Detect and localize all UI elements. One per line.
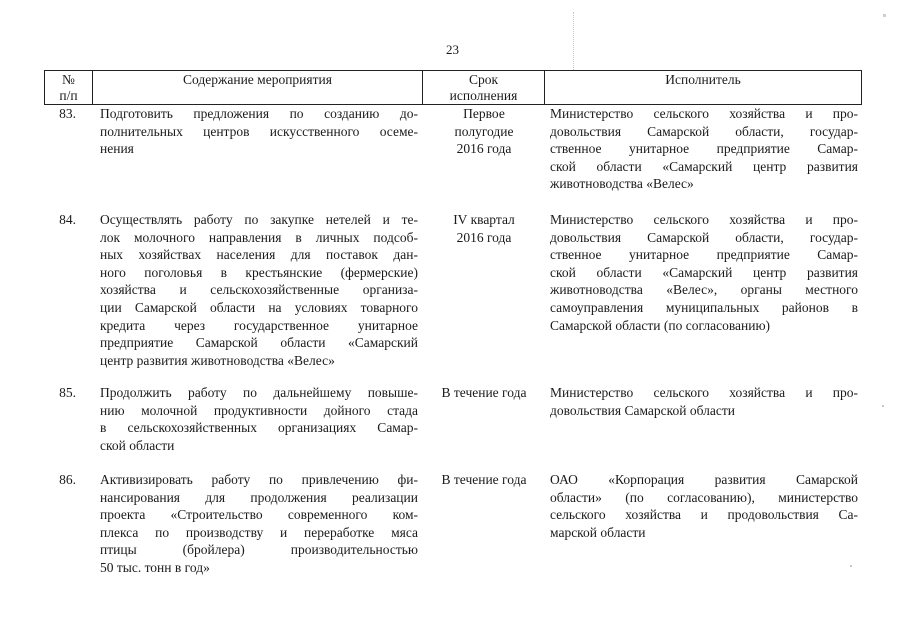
- text-line: В течение года: [441, 385, 527, 400]
- table-row: [44, 105, 862, 211]
- text-line: Министерство сельского хозяйства и про-: [550, 212, 858, 227]
- table-row: [44, 211, 862, 384]
- row-term: [423, 471, 545, 581]
- row-executor: [545, 211, 862, 384]
- scan-speck: [882, 405, 884, 407]
- text-line: лок молочного направления в личных подсоб-: [100, 229, 418, 245]
- text-line: животноводства «Велес»: [550, 176, 694, 192]
- table-header: [44, 70, 862, 105]
- text-line: IV квартал: [453, 212, 515, 227]
- header-term: [423, 71, 545, 104]
- text-line: предприятие Самарской области «Самарский: [100, 335, 418, 351]
- row-number: 85.: [59, 385, 76, 400]
- row-description: [93, 211, 423, 384]
- text-line: В течение года: [441, 472, 527, 487]
- text-line: довольствия Самарской области: [550, 402, 735, 418]
- text-line: ции Самарской области на условиях товарного: [100, 299, 418, 315]
- header-num: [44, 71, 93, 104]
- row-executor: [545, 105, 862, 211]
- row-term: [423, 105, 545, 211]
- scan-speck: [883, 14, 886, 17]
- text-line: полнительных центров искусственного осеме-: [100, 123, 418, 139]
- text-line: Продолжить работу по дальнейшему повыше-: [100, 385, 418, 400]
- text-line: плекса по производству и переработке мяса: [100, 524, 418, 540]
- text-line: Осуществлять работу по закупке нетелей и те-: [100, 212, 418, 227]
- text-line: 2016 года: [456, 141, 512, 157]
- row-term: [423, 211, 545, 384]
- row-description: [93, 384, 423, 471]
- header-term-line: Срок: [468, 72, 499, 87]
- text-line: 50 тыс. тонн в год»: [100, 559, 210, 575]
- text-line: Самарской области (по согласованию): [550, 317, 771, 333]
- text-line: животноводства «Велес», органы местного: [550, 282, 858, 298]
- text-line: птицы (бройлера) производительностью: [100, 542, 418, 558]
- header-num-line: №: [62, 72, 75, 87]
- header-desc: [93, 71, 423, 104]
- text-line: самоуправления муниципальных районов в: [550, 299, 858, 315]
- text-line: марской области: [550, 524, 646, 540]
- text-line: в сельскохозяйственных организациях Самар-: [100, 420, 418, 436]
- text-line: ской области «Самарский центр развития: [550, 158, 858, 174]
- text-line: нансирования для продолжения реализации: [100, 489, 418, 505]
- row-executor: [545, 384, 862, 471]
- text-line: Министерство сельского хозяйства и про-: [550, 385, 858, 400]
- text-line: области» (по согласованию), министерство: [550, 489, 858, 505]
- text-line: 2016 года: [456, 229, 512, 245]
- text-line: ской области: [100, 437, 175, 453]
- text-line: ственное унитарное предприятие Самар-: [550, 141, 858, 157]
- text-line: довольствия Самарской области, государ-: [550, 229, 858, 245]
- text-line: полугодие: [454, 123, 514, 139]
- text-line: сельского хозяйства и продовольствия Са-: [550, 507, 858, 523]
- text-line: центр развития животноводства «Велес»: [100, 352, 335, 368]
- text-line: проекта «Строительство современного ком-: [100, 507, 418, 523]
- row-description: [93, 105, 423, 211]
- row-number: 86.: [59, 472, 76, 487]
- header-desc-line: Содержание мероприятия: [183, 72, 332, 87]
- text-line: хозяйства и сельскохозяйственные организа-: [100, 282, 418, 298]
- row-number: 83.: [59, 106, 76, 121]
- text-line: ного поголовья в крестьянские (фермерские): [100, 264, 418, 280]
- table-row: [44, 384, 862, 471]
- header-exec-line: Исполнитель: [665, 72, 741, 87]
- row-term: [423, 384, 545, 471]
- text-line: ОАО «Корпорация развития Самарской: [550, 472, 858, 487]
- header-exec: [545, 71, 862, 104]
- row-executor: [545, 471, 862, 581]
- text-line: ных хозяйствах населения для поставок дан-: [100, 247, 418, 263]
- text-line: довольствия Самарской области, государ-: [550, 123, 858, 139]
- text-line: Первое: [463, 106, 505, 121]
- table-row: [44, 471, 862, 581]
- row-description: [93, 471, 423, 581]
- scan-fold-mark: [573, 12, 574, 70]
- table-body: [44, 105, 862, 581]
- text-line: Подготовить предложения по созданию до-: [100, 106, 418, 121]
- row-number: 84.: [59, 212, 76, 227]
- text-line: нию молочной продуктивности дойного стада: [100, 402, 418, 418]
- header-term-line: исполнения: [449, 88, 518, 103]
- header-num-line: п/п: [59, 88, 78, 103]
- text-line: нения: [100, 141, 134, 157]
- text-line: Активизировать работу по привлечению фи-: [100, 472, 418, 487]
- page-number: 23: [446, 42, 459, 57]
- text-line: кредита через государственное унитарное: [100, 317, 418, 333]
- text-line: Министерство сельского хозяйства и про-: [550, 106, 858, 121]
- text-line: ской области «Самарский центр развития: [550, 264, 858, 280]
- text-line: ственное унитарное предприятие Самар-: [550, 247, 858, 263]
